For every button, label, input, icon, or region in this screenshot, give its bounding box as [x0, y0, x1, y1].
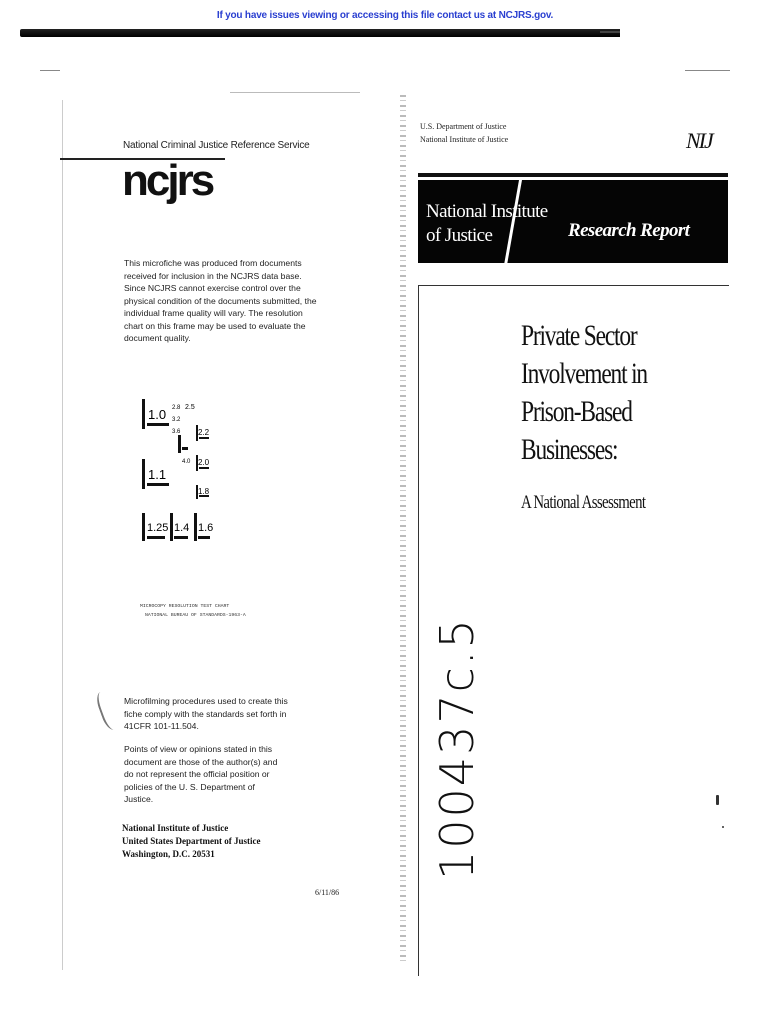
chart-label: 1.4 — [174, 522, 190, 534]
scan-mark — [40, 70, 60, 71]
scan-border-tail — [600, 31, 620, 33]
title-line: Businesses: — [521, 433, 618, 466]
resolution-chart-caption: MICROCOPY RESOLUTION TEST CHART — [140, 604, 230, 609]
title-line: Private Sector — [521, 319, 637, 352]
chart-label: 1.1 — [148, 467, 167, 482]
page-gutter — [400, 95, 406, 965]
chart-label: 4.0 — [182, 459, 191, 465]
research-report-label: Research Report — [568, 220, 690, 241]
chart-label: 3.6 — [172, 429, 181, 435]
report-title — [521, 317, 708, 469]
resolution-chart-caption: NATIONAL BUREAU OF STANDARDS-1963-A — [145, 613, 246, 618]
microfiche-note: This microfiche was produced from documents received for inclusion in the NCJRS data base. Since NCJRS cannot exercise control over the physical condition of the documents submitted, the individual frame quality will vary. The resolution chart on this frame may be used to evaluate the document quality. — [124, 258, 317, 343]
ncjrs-logo: ncjrs — [122, 156, 213, 205]
address-line: United States Department of Justice — [122, 836, 261, 846]
address-line: National Institute of Justice — [122, 823, 229, 833]
nij-logo: NIJ — [686, 128, 712, 153]
ncjrs-access-notice[interactable]: If you have issues viewing or accessing this file contact us at NCJRS.gov. — [216, 10, 554, 21]
title-line: Prison-Based — [521, 395, 632, 428]
chart-label: 1.25 — [147, 522, 169, 534]
band-line: National Institute — [426, 201, 548, 222]
chart-label: 2.0 — [198, 458, 210, 467]
chart-label: 2.5 — [185, 404, 195, 411]
title-line: Involvement in — [521, 357, 647, 390]
agency-header — [420, 120, 508, 146]
scan-border-bar — [20, 29, 620, 37]
left-page-edge — [62, 100, 63, 970]
chart-label: 2.8 — [172, 405, 181, 411]
chart-label: 3.2 — [172, 417, 181, 423]
points-of-view-note: Points of view or opinions stated in this document are those of the author(s) and do not represent the official position or policies of the U. S. Department of Justice. — [124, 744, 278, 804]
filing-date: 6/11/86 — [315, 888, 340, 897]
thumbprint-mark — [94, 688, 125, 732]
band-agency-name — [426, 200, 548, 248]
band-line: of Justice — [426, 225, 493, 246]
chart-label: 2.2 — [198, 428, 210, 437]
chart-label: 1.0 — [148, 407, 167, 422]
nij-address — [122, 822, 260, 861]
chart-label: 1.6 — [198, 522, 214, 534]
report-subtitle: A National Assessment — [521, 492, 646, 513]
scan-mark — [230, 92, 360, 93]
address-line: Washington, D.C. 20531 — [122, 849, 215, 859]
header-band-rule — [418, 173, 728, 177]
agency-line: U.S. Department of Justice — [420, 122, 507, 131]
ncjrs-service-name: National Criminal Justice Reference Service — [123, 140, 310, 151]
resolution-test-chart — [140, 395, 220, 545]
agency-line: National Institute of Justice — [420, 135, 509, 144]
handwritten-accession-number: 100437c.5 — [430, 617, 484, 880]
procedures-note: Microfilming procedures used to create this fiche comply with the standards set forth in 41CFR 101-11.504. — [124, 696, 288, 731]
scan-mark — [685, 70, 730, 71]
chart-label: 1.8 — [198, 487, 210, 496]
